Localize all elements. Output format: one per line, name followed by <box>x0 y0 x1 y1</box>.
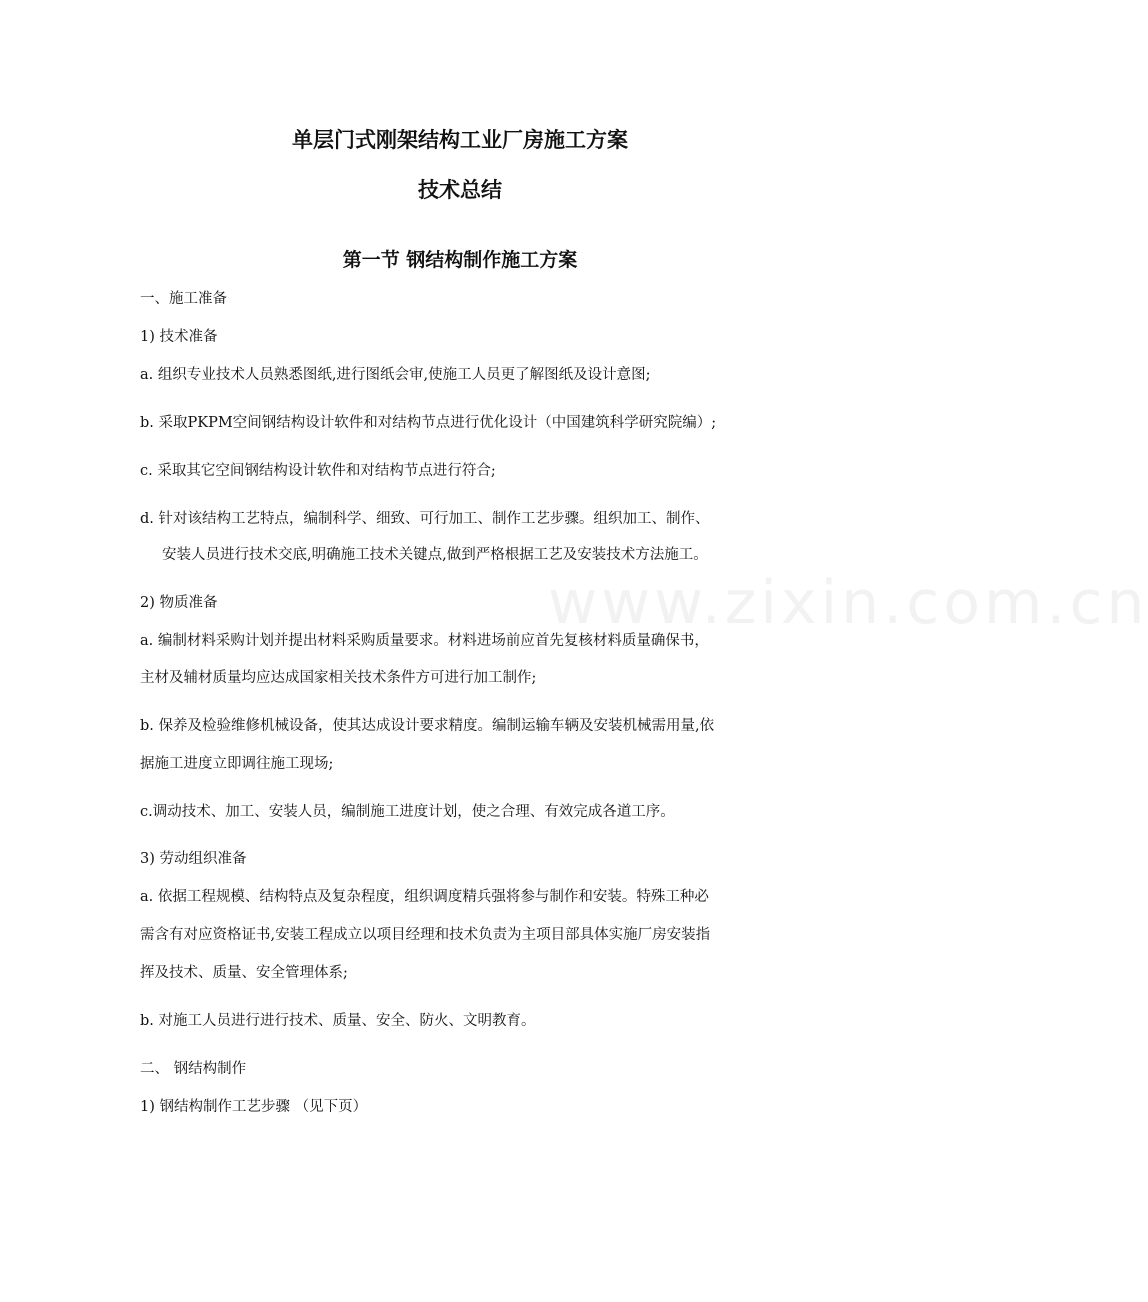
paragraph-line: d. 针对该结构工艺特点，编制科学、细致、可行加工、制作工艺步骤。组织加工、制作、 <box>140 511 710 527</box>
paragraph-line: b. 采取PKPM空间钢结构设计软件和对结构节点进行优化设计（中国建筑科学研究院编）; <box>140 415 717 431</box>
paragraph-line: b. 保养及检验维修机械设备，使其达成设计要求精度。编制运输车辆及安装机械需用量,依 <box>140 718 715 734</box>
paragraph-line: b. 对施工人员进行进行技术、质量、安全、防火、文明教育。 <box>140 1013 536 1029</box>
paragraph-line: 据施工进度立即调往施工现场; <box>140 756 334 772</box>
paragraph-line: c. 采取其它空间钢结构设计软件和对结构节点进行符合; <box>140 463 496 479</box>
subheading-technical-prep: 1) 技术准备 <box>140 329 218 345</box>
watermark: www.zixin.com.cn <box>548 568 1148 638</box>
section-heading: 第一节 钢结构制作施工方案 <box>342 249 578 271</box>
paragraph-line: 需含有对应资格证书,安装工程成立以项目经理和技术负责为主项目部具体实施厂房安装指 <box>140 927 711 943</box>
subheading-material-prep: 2) 物质准备 <box>140 595 218 611</box>
subheading-labor-prep: 3) 劳动组织准备 <box>140 851 247 867</box>
paragraph-line: c.调动技术、加工、安装人员，编制施工进度计划，使之合理、有效完成各道工序。 <box>140 804 675 820</box>
heading-construction-prep: 一、施工准备 <box>140 291 227 307</box>
document-subtitle: 技术总结 <box>418 178 502 202</box>
heading-steel-fabrication: 二、 钢结构制作 <box>140 1061 247 1077</box>
subheading-fabrication-steps: 1) 钢结构制作工艺步骤 （见下页） <box>140 1099 368 1115</box>
paragraph-line: 主材及辅材质量均应达成国家相关技术条件方可进行加工制作; <box>140 670 537 686</box>
paragraph-line: a. 编制材料采购计划并提出材料采购质量要求。材料进场前应首先复核材料质量确保书， <box>140 633 709 649</box>
paragraph-line: a. 组织专业技术人员熟悉图纸,进行图纸会审,使施工人员更了解图纸及设计意图; <box>140 367 651 383</box>
paragraph-line: 安装人员进行技术交底,明确施工技术关键点,做到严格根据工艺及安装技术方法施工。 <box>162 547 708 563</box>
document-title: 单层门式刚架结构工业厂房施工方案 <box>292 128 628 152</box>
paragraph-line: 挥及技术、质量、安全管理体系; <box>140 965 348 981</box>
paragraph-line: a. 依据工程规模、结构特点及复杂程度，组织调度精兵强将参与制作和安装。特殊工种必 <box>140 889 709 905</box>
